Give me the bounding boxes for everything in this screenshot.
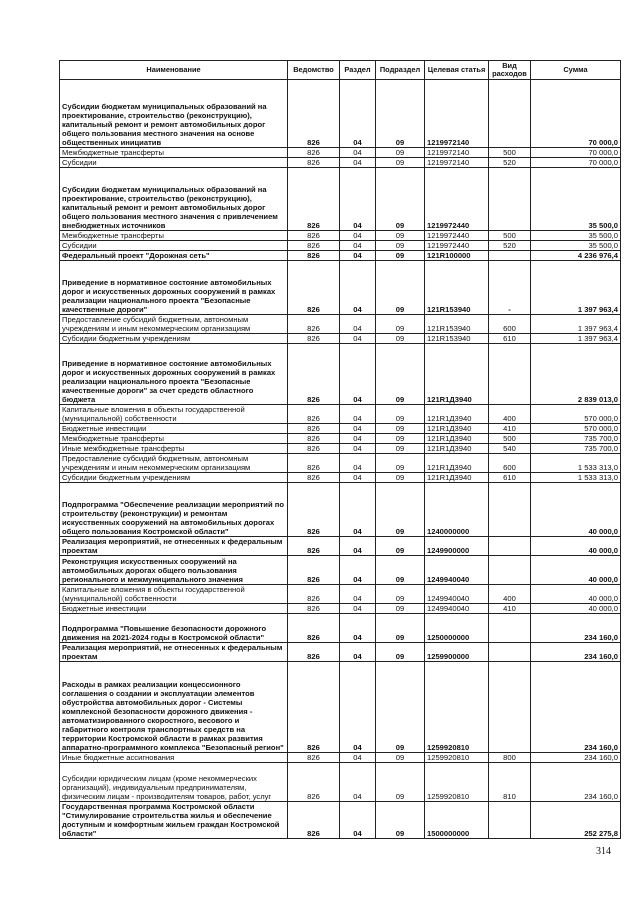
cell-dept: 826 [288, 473, 340, 483]
cell-target: 121R153940 [425, 261, 489, 315]
table-header [60, 61, 621, 80]
cell-subsection: 09 [376, 80, 425, 148]
cell-dept: 826 [288, 148, 340, 158]
cell-dept: 826 [288, 763, 340, 802]
cell-sum: 70 000,0 [531, 158, 621, 168]
cell-name: Капитальные вложения в объекты государственной (муниципальной) собственности [60, 405, 288, 424]
table-row [60, 231, 621, 241]
cell-subsection: 09 [376, 585, 425, 604]
cell-exptype [489, 251, 531, 261]
cell-exptype [489, 556, 531, 585]
cell-subsection: 09 [376, 334, 425, 344]
cell-exptype [489, 643, 531, 662]
cell-section: 04 [340, 158, 376, 168]
cell-subsection: 09 [376, 241, 425, 251]
cell-dept: 826 [288, 241, 340, 251]
cell-section: 04 [340, 537, 376, 556]
cell-sum: 735 700,0 [531, 434, 621, 444]
table-row [60, 614, 621, 643]
cell-target: 1259920810 [425, 753, 489, 763]
table-row [60, 241, 621, 251]
cell-section: 04 [340, 444, 376, 454]
cell-target: 1219972440 [425, 231, 489, 241]
table-row [60, 454, 621, 473]
cell-name: Межбюджетные трансферты [60, 434, 288, 444]
cell-dept: 826 [288, 537, 340, 556]
cell-section: 04 [340, 168, 376, 231]
cell-target: 1219972140 [425, 158, 489, 168]
header-exptype: Вид расходов [489, 61, 531, 80]
cell-section: 04 [340, 483, 376, 537]
table-row [60, 604, 621, 614]
cell-name: Приведение в нормативное состояние автомобильных дорог и искусственных дорожных сооружений в рамках реализации национального проекта "Безопасные качественные дороги" за счет средств областного бюджета [60, 344, 288, 405]
cell-subsection: 09 [376, 537, 425, 556]
cell-sum: 40 000,0 [531, 556, 621, 585]
cell-sum: 234 160,0 [531, 763, 621, 802]
cell-exptype [489, 168, 531, 231]
cell-exptype: 810 [489, 763, 531, 802]
table-row [60, 251, 621, 261]
cell-target: 1219972140 [425, 80, 489, 148]
cell-exptype [489, 537, 531, 556]
cell-name: Государственная программа Костромской области "Стимулирование строительства жилья и обеспечение доступным и комфортным жильем граждан Костромской области" [60, 802, 288, 839]
cell-dept: 826 [288, 168, 340, 231]
cell-sum: 40 000,0 [531, 483, 621, 537]
cell-subsection: 09 [376, 483, 425, 537]
cell-dept: 826 [288, 753, 340, 763]
cell-name: Бюджетные инвестиции [60, 604, 288, 614]
cell-name: Предоставление субсидий бюджетным, автономным учреждениям и иным некоммерческим организациям [60, 454, 288, 473]
cell-target: 1219972140 [425, 148, 489, 158]
cell-name: Реализация мероприятий, не отнесенных к федеральным проектам [60, 643, 288, 662]
cell-subsection: 09 [376, 424, 425, 434]
cell-section: 04 [340, 231, 376, 241]
table-row [60, 158, 621, 168]
cell-subsection: 09 [376, 231, 425, 241]
cell-target: 121R100000 [425, 251, 489, 261]
cell-dept: 826 [288, 261, 340, 315]
cell-exptype: 500 [489, 434, 531, 444]
cell-target: 1240000000 [425, 483, 489, 537]
cell-section: 04 [340, 315, 376, 334]
cell-section: 04 [340, 473, 376, 483]
cell-section: 04 [340, 753, 376, 763]
cell-target: 121R1Д3940 [425, 344, 489, 405]
cell-name: Федеральный проект "Дорожная сеть" [60, 251, 288, 261]
cell-exptype: 400 [489, 585, 531, 604]
cell-sum: 4 236 976,4 [531, 251, 621, 261]
cell-dept: 826 [288, 614, 340, 643]
cell-sum: 234 160,0 [531, 662, 621, 753]
cell-target: 1259920810 [425, 763, 489, 802]
cell-subsection: 09 [376, 444, 425, 454]
cell-sum: 35 500,0 [531, 241, 621, 251]
cell-sum: 35 500,0 [531, 168, 621, 231]
cell-name: Субсидии бюджетам муниципальных образований на проектирование, строительство (реконструкцию), капитальный ремонт и ремонт автомобильных дорог общего пользования местного значения с привлечением внебюджетных источников [60, 168, 288, 231]
cell-target: 1249940040 [425, 556, 489, 585]
cell-name: Подпрограмма "Обеспечение реализации мероприятий по строительству (реконструкции) и ремонтам искусственных сооружений на автомобильных дорогах общего пользования Костромской области" [60, 483, 288, 537]
cell-sum: 252 275,8 [531, 802, 621, 839]
table-row [60, 473, 621, 483]
cell-target: 1259900000 [425, 643, 489, 662]
cell-section: 04 [340, 405, 376, 424]
cell-target: 121R1Д3940 [425, 405, 489, 424]
cell-sum: 70 000,0 [531, 80, 621, 148]
cell-target: 1249940040 [425, 604, 489, 614]
cell-name: Субсидии бюджетным учреждениям [60, 334, 288, 344]
cell-section: 04 [340, 802, 376, 839]
cell-dept: 826 [288, 315, 340, 334]
cell-name: Приведение в нормативное состояние автомобильных дорог и искусственных дорожных сооружений в рамках реализации национального проекта "Безопасные качественные дороги" [60, 261, 288, 315]
cell-exptype: 520 [489, 158, 531, 168]
cell-subsection: 09 [376, 454, 425, 473]
cell-target: 121R1Д3940 [425, 424, 489, 434]
cell-section: 04 [340, 251, 376, 261]
cell-subsection: 09 [376, 315, 425, 334]
cell-exptype [489, 802, 531, 839]
cell-sum: 234 160,0 [531, 643, 621, 662]
cell-exptype: 410 [489, 424, 531, 434]
cell-name: Реконструкция искусственных сооружений на автомобильных дорогах общего пользования регионального и межмуниципального значения [60, 556, 288, 585]
cell-dept: 826 [288, 434, 340, 444]
header-subsection: Подраздел [376, 61, 425, 80]
cell-sum: 40 000,0 [531, 585, 621, 604]
cell-target: 1219972440 [425, 241, 489, 251]
cell-dept: 826 [288, 251, 340, 261]
table-row [60, 424, 621, 434]
cell-subsection: 09 [376, 643, 425, 662]
cell-name: Иные бюджетные ассигнования [60, 753, 288, 763]
table-row [60, 537, 621, 556]
cell-subsection: 09 [376, 434, 425, 444]
cell-subsection: 09 [376, 158, 425, 168]
cell-subsection: 09 [376, 753, 425, 763]
cell-exptype [489, 483, 531, 537]
header-section: Раздел [340, 61, 376, 80]
cell-target: 121R1Д3940 [425, 473, 489, 483]
cell-exptype: 500 [489, 148, 531, 158]
cell-dept: 826 [288, 483, 340, 537]
cell-sum: 40 000,0 [531, 604, 621, 614]
cell-sum: 234 160,0 [531, 753, 621, 763]
cell-exptype: 500 [489, 231, 531, 241]
cell-name: Субсидии [60, 241, 288, 251]
table-row [60, 80, 621, 148]
cell-section: 04 [340, 662, 376, 753]
cell-target: 1259920810 [425, 662, 489, 753]
cell-name: Подпрограмма "Повышение безопасности дорожного движения на 2021-2024 годы в Костромской области" [60, 614, 288, 643]
cell-dept: 826 [288, 585, 340, 604]
cell-subsection: 09 [376, 473, 425, 483]
cell-name: Межбюджетные трансферты [60, 231, 288, 241]
cell-sum: 234 160,0 [531, 614, 621, 643]
table-row [60, 334, 621, 344]
cell-sum: 570 000,0 [531, 424, 621, 434]
cell-sum: 735 700,0 [531, 444, 621, 454]
cell-subsection: 09 [376, 662, 425, 753]
cell-section: 04 [340, 556, 376, 585]
cell-subsection: 09 [376, 802, 425, 839]
cell-exptype: 600 [489, 454, 531, 473]
table-row [60, 434, 621, 444]
table-row [60, 763, 621, 802]
cell-dept: 826 [288, 604, 340, 614]
cell-section: 04 [340, 763, 376, 802]
cell-exptype [489, 662, 531, 753]
cell-sum: 1 397 963,4 [531, 334, 621, 344]
cell-subsection: 09 [376, 405, 425, 424]
cell-name: Бюджетные инвестиции [60, 424, 288, 434]
header-sum: Сумма [531, 61, 621, 80]
cell-sum: 40 000,0 [531, 537, 621, 556]
cell-subsection: 09 [376, 261, 425, 315]
cell-name: Субсидии юридическим лицам (кроме некоммерческих организаций), индивидуальным предпринимателям, физическим лицам - производителям товаров, работ, услуг [60, 763, 288, 802]
cell-subsection: 09 [376, 344, 425, 405]
cell-name: Межбюджетные трансферты [60, 148, 288, 158]
cell-exptype: 520 [489, 241, 531, 251]
cell-name: Капитальные вложения в объекты государственной (муниципальной) собственности [60, 585, 288, 604]
table-row [60, 405, 621, 424]
cell-exptype: 400 [489, 405, 531, 424]
header-name: Наименование [60, 61, 288, 80]
cell-sum: 570 000,0 [531, 405, 621, 424]
cell-sum: 1 397 963,4 [531, 315, 621, 334]
cell-sum: 35 500,0 [531, 231, 621, 241]
cell-sum: 1 397 963,4 [531, 261, 621, 315]
cell-subsection: 09 [376, 556, 425, 585]
table-row [60, 585, 621, 604]
cell-section: 04 [340, 241, 376, 251]
cell-dept: 826 [288, 158, 340, 168]
cell-subsection: 09 [376, 168, 425, 231]
cell-subsection: 09 [376, 763, 425, 802]
cell-target: 1500000000 [425, 802, 489, 839]
table-row [60, 315, 621, 334]
cell-name: Реализация мероприятий, не отнесенных к федеральным проектам [60, 537, 288, 556]
table-row [60, 261, 621, 315]
cell-exptype: - [489, 261, 531, 315]
header-dept: Ведомство [288, 61, 340, 80]
cell-name: Предоставление субсидий бюджетным, автономным учреждениям и иным некоммерческим организациям [60, 315, 288, 334]
cell-target: 121R153940 [425, 334, 489, 344]
cell-section: 04 [340, 424, 376, 434]
table-row [60, 662, 621, 753]
cell-dept: 826 [288, 444, 340, 454]
cell-name: Иные межбюджетные трансферты [60, 444, 288, 454]
table-row [60, 483, 621, 537]
cell-dept: 826 [288, 405, 340, 424]
cell-name: Субсидии бюджетным учреждениям [60, 473, 288, 483]
cell-dept: 826 [288, 334, 340, 344]
cell-section: 04 [340, 261, 376, 315]
cell-section: 04 [340, 434, 376, 444]
cell-section: 04 [340, 148, 376, 158]
table-row [60, 148, 621, 158]
cell-dept: 826 [288, 454, 340, 473]
cell-target: 121R1Д3940 [425, 454, 489, 473]
cell-exptype [489, 344, 531, 405]
cell-dept: 826 [288, 643, 340, 662]
cell-sum: 70 000,0 [531, 148, 621, 158]
cell-target: 1249940040 [425, 585, 489, 604]
cell-exptype: 610 [489, 334, 531, 344]
cell-dept: 826 [288, 662, 340, 753]
table-row [60, 168, 621, 231]
cell-dept: 826 [288, 802, 340, 839]
table-row [60, 753, 621, 763]
cell-name: Субсидии [60, 158, 288, 168]
cell-name: Расходы в рамках реализации концессионного соглашения о создании и эксплуатации элементов обустройства автомобильных дорог - Системы комплексной безопасности дорожного движения - автоматизированного скоростного, весового и габаритного контроля транспортных средств на территории Костромской области в рамках развития аппаратно-программного комплекса "Безопасный регион" [60, 662, 288, 753]
cell-subsection: 09 [376, 614, 425, 643]
cell-exptype: 540 [489, 444, 531, 454]
cell-section: 04 [340, 604, 376, 614]
table-row [60, 444, 621, 454]
cell-exptype: 410 [489, 604, 531, 614]
cell-dept: 826 [288, 424, 340, 434]
cell-exptype [489, 80, 531, 148]
cell-subsection: 09 [376, 251, 425, 261]
cell-sum: 1 533 313,0 [531, 473, 621, 483]
cell-section: 04 [340, 454, 376, 473]
cell-section: 04 [340, 80, 376, 148]
cell-subsection: 09 [376, 148, 425, 158]
table-row [60, 556, 621, 585]
cell-dept: 826 [288, 344, 340, 405]
cell-target: 1250000000 [425, 614, 489, 643]
table-row [60, 344, 621, 405]
cell-target: 121R1Д3940 [425, 444, 489, 454]
cell-section: 04 [340, 643, 376, 662]
cell-dept: 826 [288, 80, 340, 148]
cell-section: 04 [340, 334, 376, 344]
cell-dept: 826 [288, 231, 340, 241]
cell-target: 1219972440 [425, 168, 489, 231]
cell-dept: 826 [288, 556, 340, 585]
page-number: 314 [596, 846, 611, 857]
header-target: Целевая статья [425, 61, 489, 80]
cell-subsection: 09 [376, 604, 425, 614]
table-row [60, 643, 621, 662]
cell-target: 121R1Д3940 [425, 434, 489, 444]
cell-exptype: 610 [489, 473, 531, 483]
cell-sum: 1 533 313,0 [531, 454, 621, 473]
table-row [60, 802, 621, 839]
cell-section: 04 [340, 344, 376, 405]
cell-exptype: 600 [489, 315, 531, 334]
cell-target: 1249900000 [425, 537, 489, 556]
cell-target: 121R153940 [425, 315, 489, 334]
cell-exptype: 800 [489, 753, 531, 763]
cell-exptype [489, 614, 531, 643]
cell-section: 04 [340, 614, 376, 643]
cell-sum: 2 839 013,0 [531, 344, 621, 405]
cell-section: 04 [340, 585, 376, 604]
budget-table [59, 60, 621, 839]
cell-name: Субсидии бюджетам муниципальных образований на проектирование, строительство (реконструкцию), капитальный ремонт и ремонт автомобильных дорог общего пользования местного значения на основе общественных инициатив [60, 80, 288, 148]
table-body [60, 80, 621, 839]
